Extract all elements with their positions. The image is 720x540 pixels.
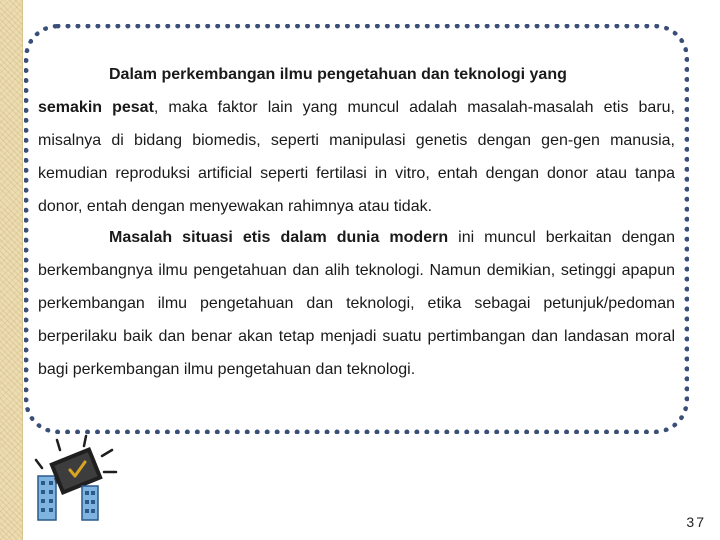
paragraph-1 <box>38 58 675 223</box>
paragraph-2-text: ini muncul berkaitan dengan berkembangnya ilmu pengetahuan dan alih teknologi. Namun demikian, setinggi apapun perkembangan ilmu pengetahuan dan teknologi, etika sebagai petunjuk/pedoman berperilaku baik dan benar akan tetap menjadi suatu pertimbangan dan landasan moral bagi perkembangan ilmu pengetahuan dan teknologi. <box>38 229 676 378</box>
paragraph-1-bold-lead-2: semakin pesat <box>38 99 154 116</box>
building-book-checkmark-icon <box>24 430 124 530</box>
page-number: 37 <box>686 514 706 530</box>
paragraph-1-bold-lead: Dalam perkembangan ilmu pengetahuan dan teknologi yang <box>109 66 567 83</box>
paragraph-2-bold-lead: Masalah situasi etis dalam dunia modern <box>109 229 449 246</box>
paragraph-2 <box>38 221 675 386</box>
paragraph-1-text: , maka faktor lain yang muncul adalah masalah-masalah etis baru, misalnya di bidang biomedis, seperti manipulasi genetis dengan gen-gen manusia, kemudian reproduksi artificial seperti fertilasi in vitro, entah dengan donor atau tanpa donor, entah dengan menyewakan rahimnya atau tidak. <box>38 99 675 215</box>
decorative-side-strip <box>0 0 23 540</box>
